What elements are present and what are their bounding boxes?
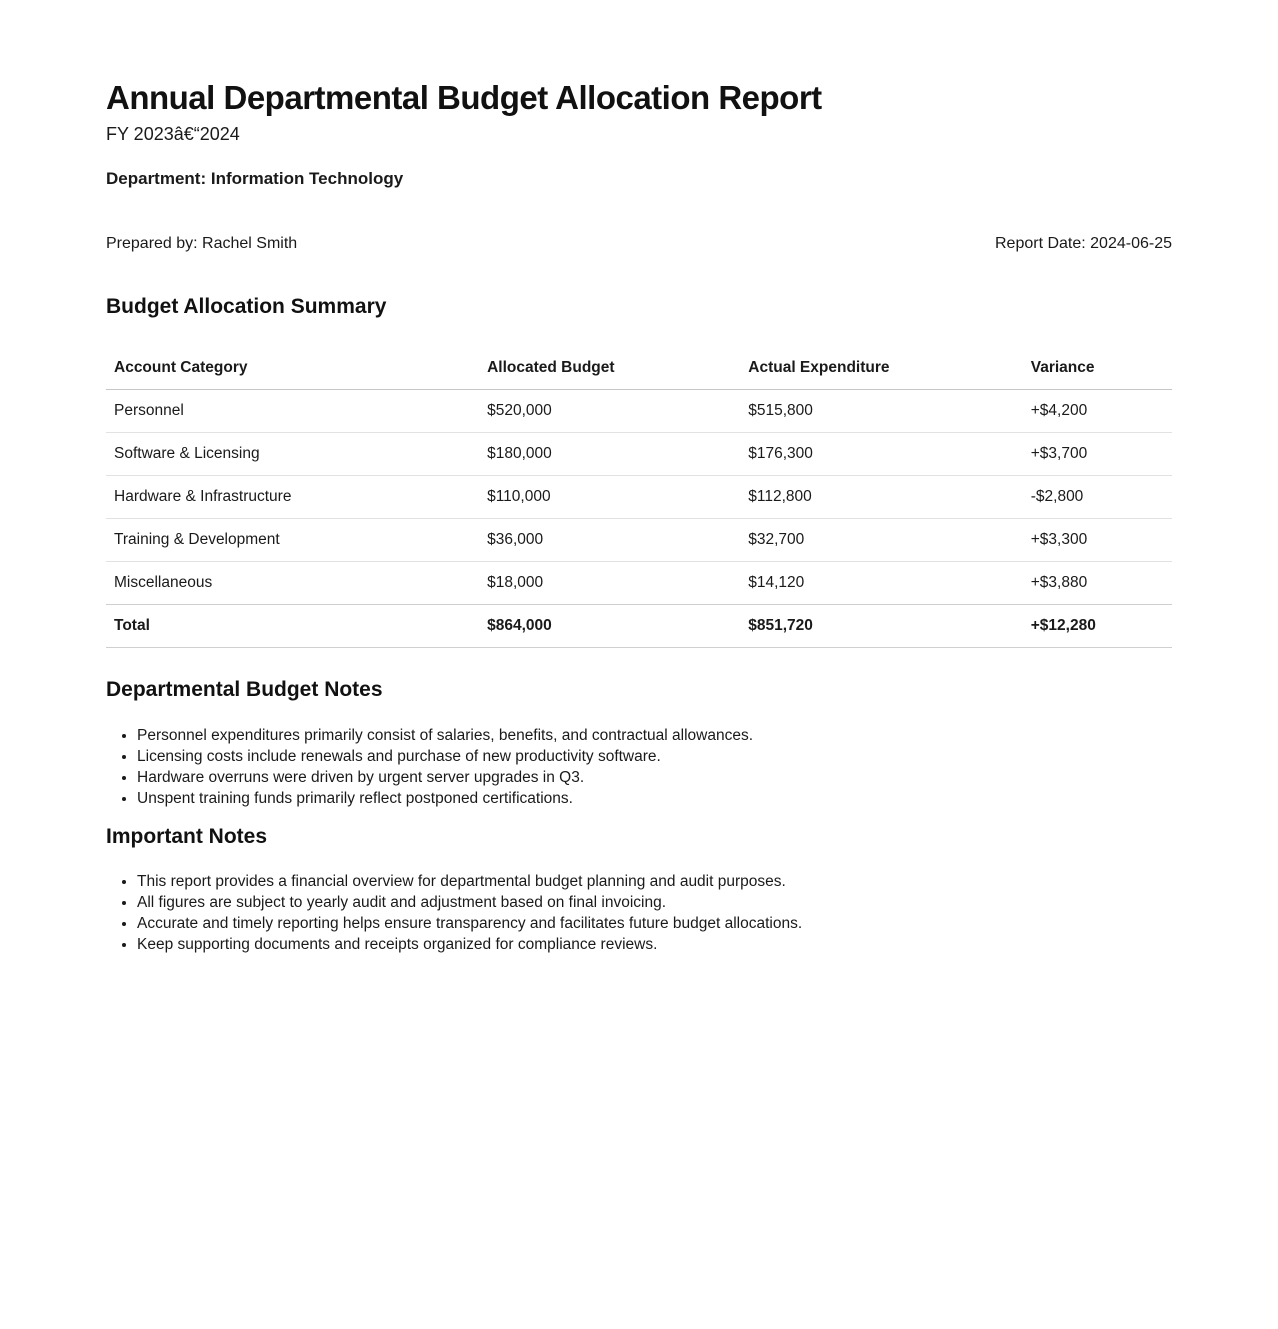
report-date-text: Report Date: 2024-06-25 bbox=[995, 234, 1172, 252]
table-total-row bbox=[106, 605, 1172, 648]
cell-variance: +$4,200 bbox=[1030, 402, 1088, 420]
table-row bbox=[106, 390, 1172, 433]
cell-allocated-total: $864,000 bbox=[479, 605, 740, 648]
cell-variance: +$3,700 bbox=[1023, 433, 1172, 476]
prepared-by-text: Prepared by: Rachel Smith bbox=[106, 234, 298, 252]
list-item: • This report provides a financial overview for departmental budget planning and audit purposes. bbox=[137, 871, 1172, 892]
report-page bbox=[106, 78, 1172, 1329]
important-notes-heading: Important Notes bbox=[106, 824, 268, 848]
list-item: • Hardware overruns were driven by urgent server upgrades in Q3. bbox=[137, 767, 1172, 788]
table-row bbox=[106, 562, 1172, 605]
cell-variance: -$2,800 bbox=[1023, 476, 1172, 519]
summary-section-heading: Budget Allocation Summary bbox=[106, 295, 387, 319]
cell-category: Training & Development bbox=[106, 519, 479, 562]
cell-category: Hardware & Infrastructure bbox=[106, 476, 479, 519]
column-header-actual: Actual Expenditure bbox=[740, 347, 1022, 390]
list-item: • Accurate and timely reporting helps ensure transparency and facilitates future budget allocations. bbox=[137, 913, 1172, 934]
cell-actual: $176,300 bbox=[740, 433, 1022, 476]
list-item: • Keep supporting documents and receipts organized for compliance reviews. bbox=[137, 934, 1172, 955]
table-row bbox=[106, 476, 1172, 519]
cell-category-total: Total bbox=[106, 605, 479, 648]
cell-actual: $14,120 bbox=[740, 562, 1022, 605]
column-header-category: Account Category bbox=[106, 347, 479, 390]
table-row bbox=[106, 433, 1172, 476]
cell-variance-total: +$12,280 bbox=[1023, 605, 1172, 648]
column-header-variance: Variance bbox=[1023, 347, 1172, 390]
cell-actual: $515,800 bbox=[748, 402, 813, 420]
cell-allocated: $520,000 bbox=[487, 402, 552, 420]
cell-actual: $32,700 bbox=[740, 519, 1022, 562]
cell-variance: +$3,880 bbox=[1023, 562, 1172, 605]
cell-category: Software & Licensing bbox=[106, 433, 479, 476]
cell-actual: $112,800 bbox=[740, 476, 1022, 519]
fiscal-year-subtitle: FY 2023â€“2024 bbox=[106, 123, 240, 144]
important-notes-list bbox=[106, 871, 1172, 955]
cell-actual-total: $851,720 bbox=[740, 605, 1022, 648]
cell-variance: +$3,300 bbox=[1023, 519, 1172, 562]
list-item: • Unspent training funds primarily reflect postponed certifications. bbox=[137, 788, 1172, 809]
list-item: • Personnel expenditures primarily consist of salaries, benefits, and contractual allowances. bbox=[137, 725, 1172, 746]
list-item: • All figures are subject to yearly audit and adjustment based on final invoicing. bbox=[137, 892, 1172, 913]
list-item: • Licensing costs include renewals and purchase of new productivity software. bbox=[137, 746, 1172, 767]
table-row bbox=[106, 519, 1172, 562]
report-title: Annual Departmental Budget Allocation Report bbox=[106, 79, 822, 116]
budget-summary-table bbox=[106, 347, 1172, 648]
cell-allocated: $180,000 bbox=[479, 433, 740, 476]
cell-allocated: $18,000 bbox=[479, 562, 740, 605]
budget-notes-list bbox=[106, 725, 1172, 809]
cell-category: Personnel bbox=[114, 402, 184, 420]
cell-allocated: $36,000 bbox=[479, 519, 740, 562]
table-header-row bbox=[106, 347, 1172, 390]
budget-notes-heading: Departmental Budget Notes bbox=[106, 678, 383, 702]
cell-category: Miscellaneous bbox=[106, 562, 479, 605]
cell-allocated: $110,000 bbox=[479, 476, 740, 519]
department-line: Department: Information Technology bbox=[106, 169, 404, 189]
column-header-allocated: Allocated Budget bbox=[479, 347, 740, 390]
report-meta-row bbox=[106, 235, 1172, 253]
